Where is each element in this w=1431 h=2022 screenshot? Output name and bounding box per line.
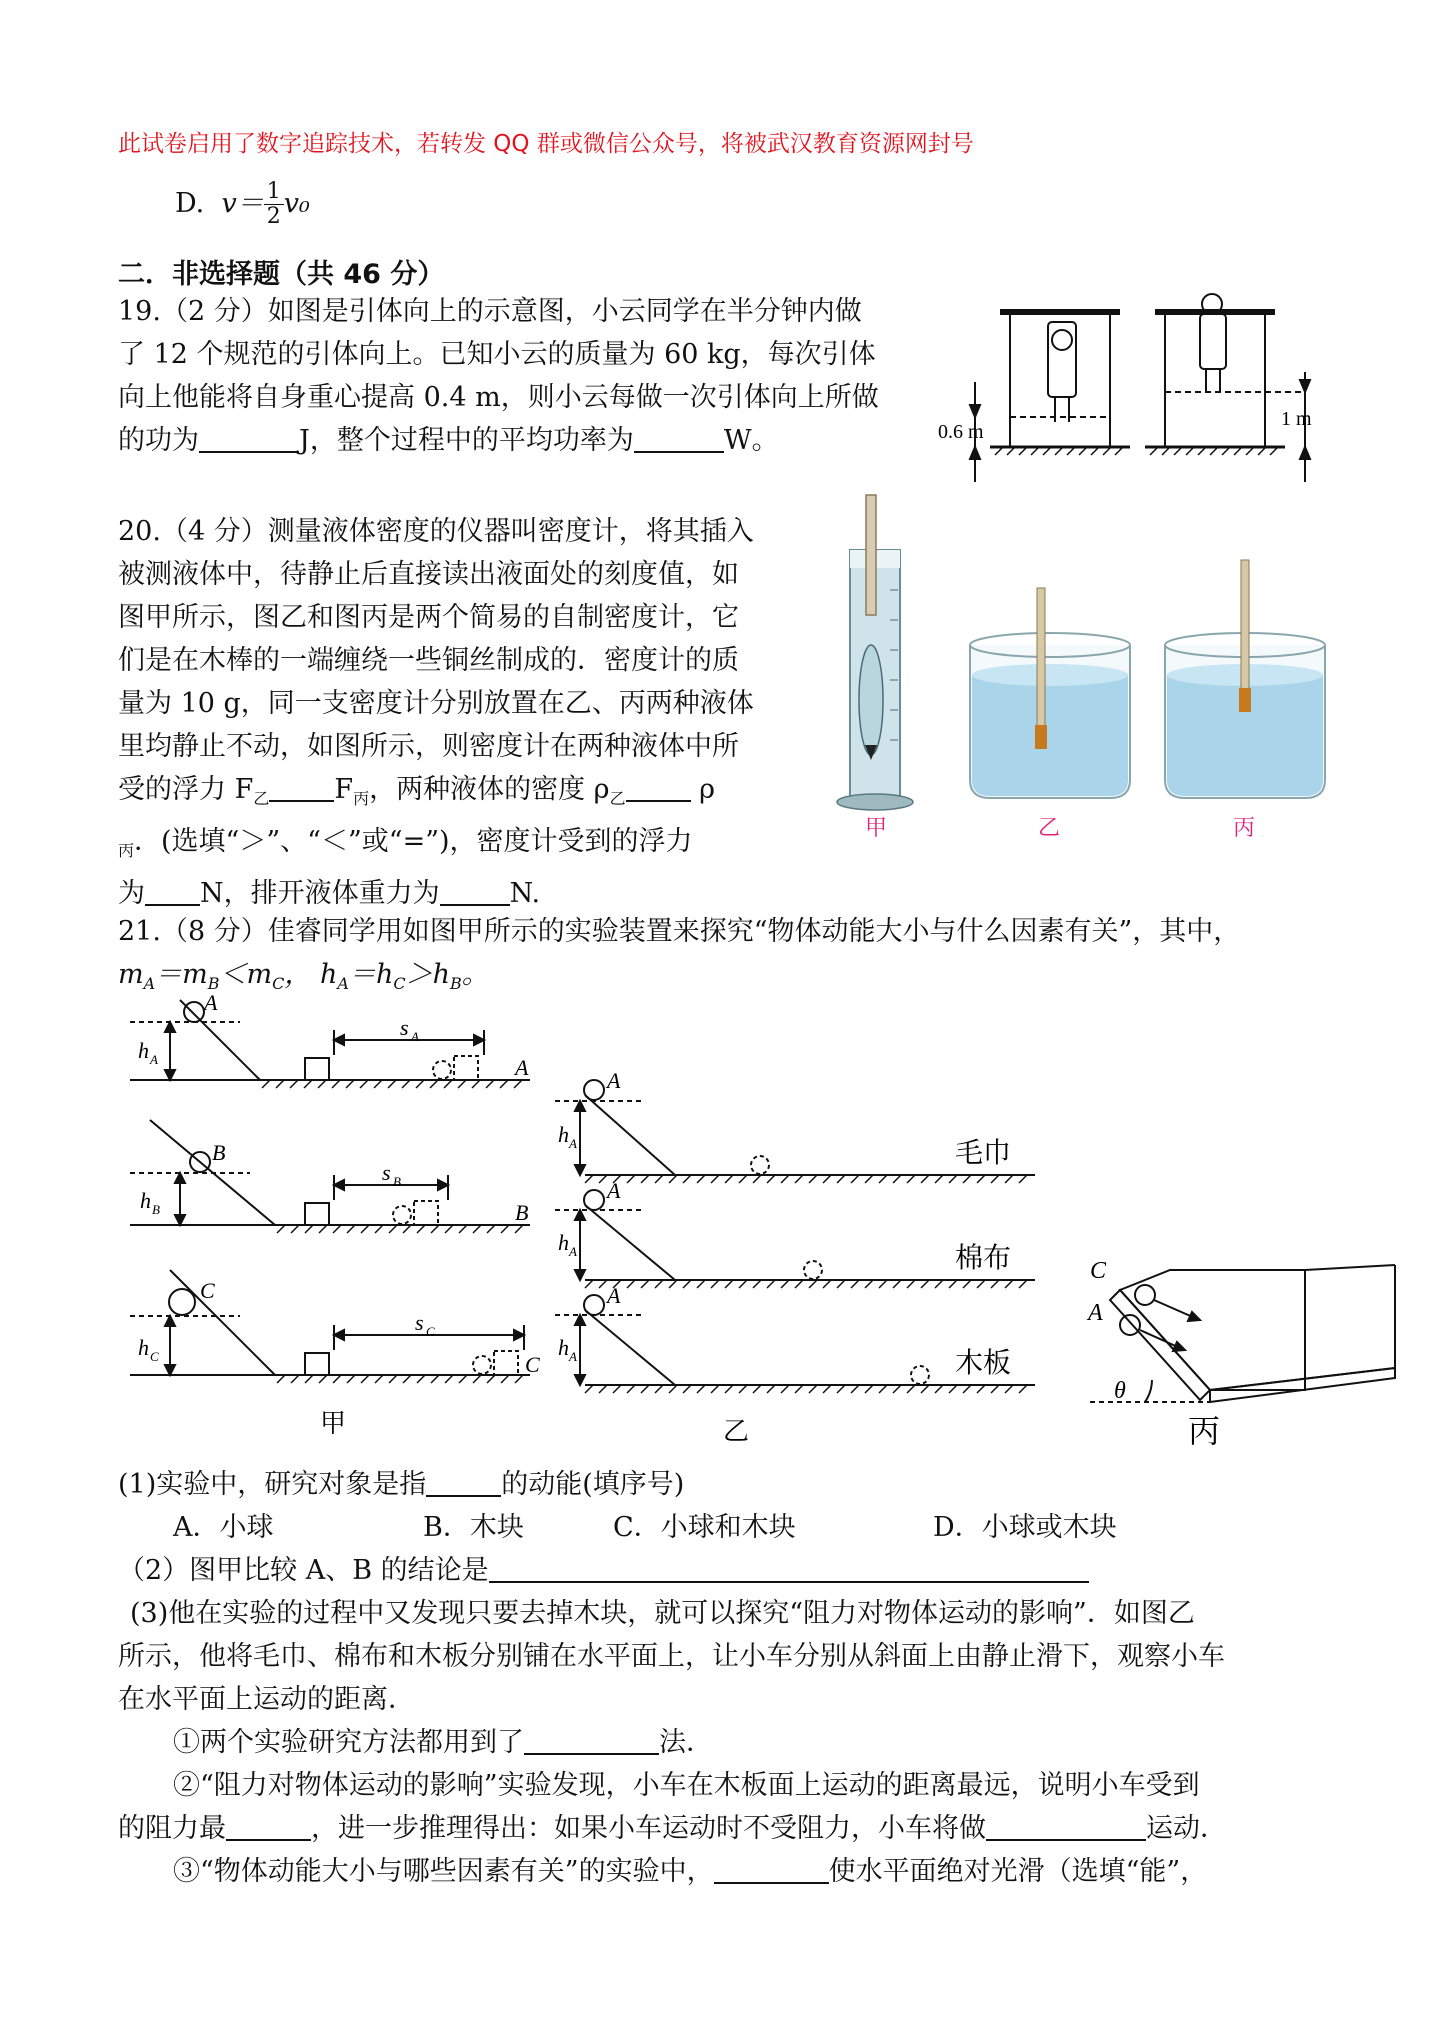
distance-sub: B bbox=[393, 1174, 401, 1189]
svg-text:h: h bbox=[558, 1335, 569, 1360]
cylinder bbox=[837, 495, 913, 810]
answer-blank[interactable] bbox=[226, 1809, 311, 1841]
q20-text: 20.（4 分）测量液体密度的仪器叫密度计，将其插入 被测液体中，待静止后直接读出液面处的刻度值，如 图甲所示，图乙和图丙是两个简易的自制密度计，它 们是在木棒的一端缠绕一些铜丝制成的．密度计的质 量为 10 g，同一支密度计分别放置在乙、丙两种液体 里均静止不动，如图所示，则密度计在两种液体中所 受的浮力 $F_乙$ $F_丙$，两种液体的密度 $\rho_乙$ ρ $_丙$．(选填“＞”、“＜”或“=”)，密度计受到的浮力 为 N，排开液体重力为 N. bbox=[118, 516, 754, 909]
q19-text: 19.（2 分）如图是引体向上的示意图，小云同学在半分钟内做 了 12 个规范的引体向上。已知小云的质量为 60 kg，每次引体 向上他能将自身重心提高 0.4 m，则小云每做一次引体向上所做 的功为 J，整个过程中的平均功率为 W。 bbox=[118, 296, 879, 456]
height-sub: A bbox=[569, 1244, 577, 1259]
pullup-figure bbox=[940, 292, 1340, 482]
distance-label: s bbox=[400, 1015, 409, 1040]
label-jia: 甲 bbox=[865, 816, 888, 841]
caption-jia: 甲 bbox=[320, 1409, 347, 1439]
beaker-bing bbox=[1165, 560, 1325, 798]
ball-label-c: C bbox=[200, 1278, 215, 1303]
label-yi: 乙 bbox=[1038, 816, 1061, 841]
copyright-notice: 此试卷启用了数字追踪技术，若转发 QQ 群或微信公众号，将被武汉教育资源网封号 bbox=[118, 131, 974, 157]
fraction: $\frac{1}{2}$ bbox=[264, 180, 284, 229]
ball-label: A bbox=[607, 1283, 621, 1308]
caption-bing: 丙 bbox=[1188, 1412, 1221, 1450]
height-label: h bbox=[140, 1188, 151, 1213]
answer-blank[interactable] bbox=[986, 1809, 1146, 1841]
answer-blank[interactable] bbox=[634, 421, 724, 453]
distance-sub: A bbox=[411, 1029, 419, 1044]
q21-condition: $m_A=m_B<m_C$， $h_A=h_C>h_B$。 bbox=[118, 959, 489, 993]
label-a: A bbox=[1088, 1300, 1103, 1326]
height-sub: A bbox=[569, 1136, 577, 1151]
height-sub: A bbox=[569, 1349, 577, 1364]
option-b[interactable]: B．木块 bbox=[423, 1512, 524, 1543]
figure-yi bbox=[555, 1068, 1055, 1447]
distance-label: s bbox=[415, 1310, 424, 1335]
figure-jia bbox=[130, 990, 550, 1440]
q21-text: 21.（8 分）佳睿同学用如图甲所示的实验装置来探究“物体动能大小与什么因素有关”，其中， $m_A=m_B<m_C$， $h_A=h_C>h_B$。 bbox=[118, 910, 1338, 1005]
svg-text:h: h bbox=[558, 1230, 569, 1255]
row-label-c: C bbox=[525, 1352, 540, 1377]
answer-blank[interactable] bbox=[524, 1723, 659, 1755]
ball-label: A bbox=[607, 1178, 621, 1203]
label-theta: θ bbox=[1114, 1378, 1126, 1404]
surface-board: 木板 bbox=[955, 1348, 1012, 1379]
label-bing: 丙 bbox=[1233, 816, 1256, 841]
distance-label: s bbox=[382, 1160, 391, 1185]
ball-label-a: A bbox=[204, 990, 218, 1015]
answer-blank[interactable] bbox=[714, 1852, 829, 1884]
answer-blank[interactable] bbox=[426, 1465, 501, 1497]
answer-blank[interactable] bbox=[269, 770, 334, 802]
answer-blank[interactable] bbox=[145, 874, 200, 906]
answer-blank[interactable] bbox=[626, 770, 691, 802]
option-d[interactable]: D．小球或木块 bbox=[933, 1512, 1117, 1543]
answer-blank[interactable] bbox=[199, 421, 299, 453]
height-sub: C bbox=[150, 1349, 159, 1364]
answer-blank[interactable] bbox=[489, 1551, 1089, 1583]
height-label: h bbox=[138, 1335, 149, 1360]
height-sub: A bbox=[150, 1052, 158, 1067]
label-1m: 1 m bbox=[1281, 408, 1312, 430]
label-c: C bbox=[1090, 1258, 1107, 1284]
section-title: 二．非选择题（共 46 分） bbox=[118, 259, 445, 290]
caption-yi: 乙 bbox=[723, 1417, 750, 1447]
option-a[interactable]: A．小球 bbox=[173, 1512, 274, 1543]
q18-option-d: D. v＝ $\frac{1}{2}$ v₀ bbox=[175, 179, 310, 229]
figure-bing bbox=[1090, 1230, 1420, 1450]
answer-blank[interactable] bbox=[440, 874, 510, 906]
surface-cotton: 棉布 bbox=[955, 1243, 1012, 1274]
surface-towel: 毛巾 bbox=[955, 1138, 1012, 1169]
row-label-b: B bbox=[515, 1200, 529, 1225]
height-label: h bbox=[138, 1038, 149, 1063]
svg-text:h: h bbox=[558, 1122, 569, 1147]
row-label-a: A bbox=[515, 1055, 529, 1080]
height-sub: B bbox=[152, 1202, 160, 1217]
ball-label: A bbox=[607, 1068, 621, 1093]
distance-sub: C bbox=[426, 1324, 435, 1339]
q21-questions: (1)实验中，研究对象是指 的动能(填序号) A．小球 B．木块 C．小球和木块 D．小球或木块 （2）图甲比较 A、B 的结论是 (3)他在实验的过程中又发现只要去掉木块，就可以探究“阻力对物体运动的影响”．如图乙 所示，他将毛巾、棉布和木板分别铺在水平面上，让小车分别从斜面上由静止滑下，观察小车 在水平面上运动的距离． ①两个实验研究方法都用到了 法． ②“阻力对物体运动的影响”实验发现，小车在木板面上运动的距离最远，说明小车受到 的阻力最 ，进一步推理得出：如果小车运动时不受阻力，小车将做 运动． ③“物体动能大小与哪些因素有关”的实验中， 使水平面绝对光滑（选填“能”， bbox=[118, 1463, 1348, 1893]
option-c[interactable]: C．小球和木块 bbox=[613, 1512, 796, 1543]
ball-label-b: B bbox=[212, 1140, 226, 1165]
q21-options bbox=[118, 1506, 1348, 1549]
beaker-yi bbox=[970, 588, 1130, 798]
hydrometer-figure bbox=[820, 490, 1340, 850]
label-0-6m: 0.6 m bbox=[938, 421, 984, 443]
